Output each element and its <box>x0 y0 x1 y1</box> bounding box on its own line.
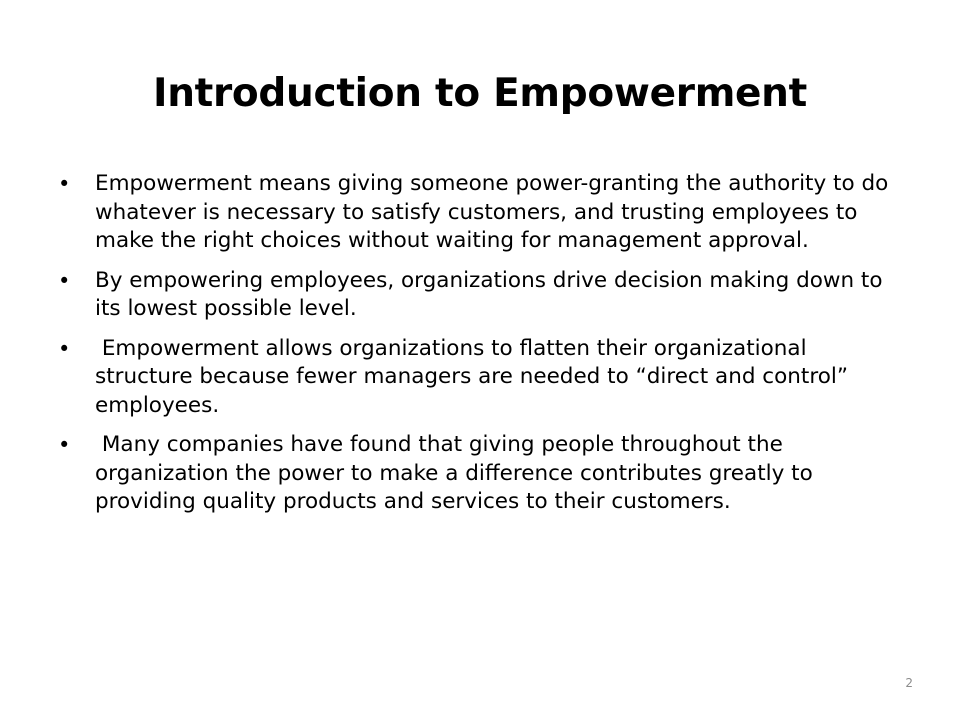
bullet-icon: • <box>58 336 71 361</box>
bullet-icon: • <box>58 268 71 293</box>
bullet-list <box>58 170 908 528</box>
bullet-text: Many companies have found that giving people throughout the organization the power to make a difference contributes greatly to providing quality products and services to their customers. <box>95 432 820 514</box>
bullet-text: Empowerment allows organizations to flatten their organizational structure because fewer managers are needed to “direct and control” employees. <box>95 335 855 418</box>
bullet-item <box>58 267 908 324</box>
bullet-text: Empowerment means giving someone power-granting the authority to do whatever is necessary to satisfy customers, and trusting employees to make the right choices without waiting for management approval. <box>95 171 889 253</box>
page-number: 2 <box>905 676 913 690</box>
bullet-item <box>58 170 908 256</box>
bullet-item <box>58 335 908 421</box>
bullet-icon: • <box>58 433 71 457</box>
bullet-icon: • <box>58 172 71 196</box>
bullet-item <box>58 431 908 517</box>
slide-title: Introduction to Empowerment <box>152 71 807 116</box>
bullet-text: By empowering employees, organizations drive decision making down to its lowest possible level. <box>95 267 883 321</box>
